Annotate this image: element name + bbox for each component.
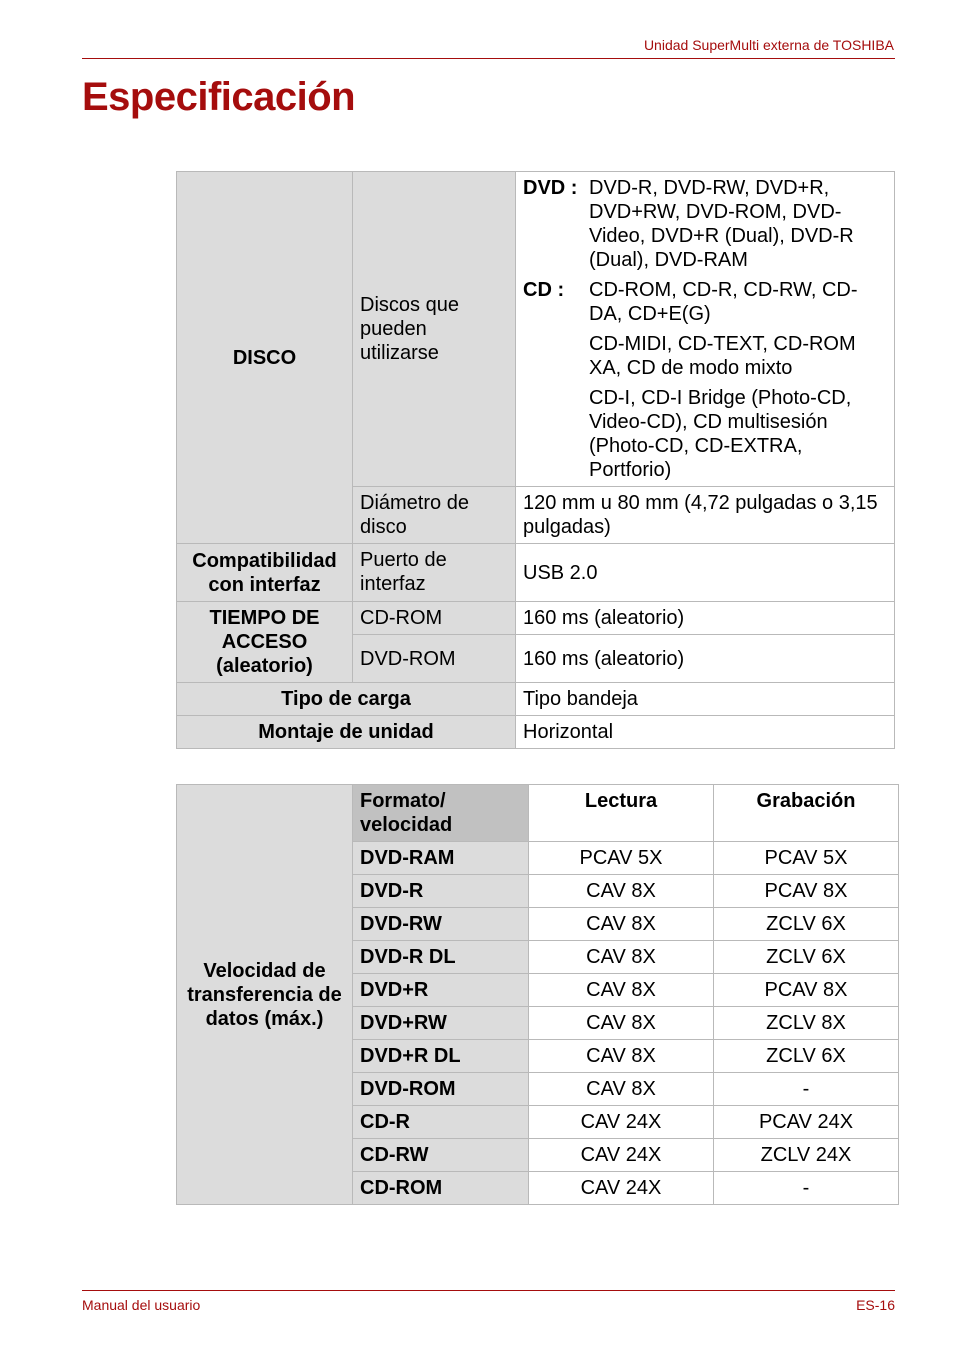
cd-label: CD : — [523, 279, 565, 301]
read-cell: CAV 8X — [529, 1007, 714, 1040]
read-cell: CAV 24X — [529, 1139, 714, 1172]
format-cell: CD-ROM — [353, 1172, 529, 1205]
format-cell: DVD+RW — [353, 1007, 529, 1040]
cd-value-1: CD-ROM, CD-R, CD-RW, CD-DA, CD+E(G) — [589, 279, 858, 325]
load-type-value: Tipo bandeja — [516, 683, 895, 716]
format-cell: DVD-RAM — [353, 842, 529, 875]
page-title: Especificación — [82, 75, 356, 119]
format-cell: DVD-RW — [353, 908, 529, 941]
spec-table — [176, 171, 895, 749]
speed-table — [176, 784, 899, 1205]
format-cell: CD-R — [353, 1106, 529, 1139]
read-cell: CAV 8X — [529, 875, 714, 908]
write-cell: PCAV 8X — [714, 974, 899, 1007]
format-cell: DVD-R — [353, 875, 529, 908]
cd-value-3: CD-I, CD-I Bridge (Photo-CD, Video-CD), CD multisesión (Photo-CD, CD-EXTRA, Portforio) — [589, 387, 852, 481]
write-cell: ZCLV 6X — [714, 908, 899, 941]
dvd-label: DVD : — [523, 177, 578, 199]
mounting-label: Montaje de unidad — [177, 716, 516, 749]
write-cell: - — [714, 1172, 899, 1205]
write-cell: ZCLV 24X — [714, 1139, 899, 1172]
cd-value-2: CD-MIDI, CD-TEXT, CD-ROM XA, CD de modo mixto — [589, 333, 856, 379]
mounting-value: Horizontal — [516, 716, 895, 749]
write-cell: - — [714, 1073, 899, 1106]
read-cell: CAV 24X — [529, 1172, 714, 1205]
discs-value — [516, 172, 895, 487]
load-type-label: Tipo de carga — [177, 683, 516, 716]
footer-rule — [82, 1290, 895, 1291]
read-cell: CAV 8X — [529, 1073, 714, 1106]
running-header: Unidad SuperMulti externa de TOSHIBA — [643, 37, 894, 53]
read-cell: CAV 8X — [529, 908, 714, 941]
interface-port-label: Puerto de interfaz — [353, 544, 516, 602]
access-row-value: 160 ms (aleatorio) — [516, 602, 895, 635]
write-cell: PCAV 8X — [714, 875, 899, 908]
read-cell: CAV 24X — [529, 1106, 714, 1139]
format-cell: DVD-ROM — [353, 1073, 529, 1106]
discs-label: Discos que pueden utilizarse — [353, 172, 516, 487]
write-cell: PCAV 5X — [714, 842, 899, 875]
interface-label: Compatibilidad con interfaz — [177, 544, 353, 602]
page-number: ES-16 — [856, 1297, 895, 1313]
disco-label: DISCO — [177, 172, 353, 544]
format-header: Formato/ velocidad — [353, 785, 529, 842]
access-row-value: 160 ms (aleatorio) — [516, 635, 895, 683]
diameter-value: 120 mm u 80 mm (4,72 pulgadas o 3,15 pulgadas) — [516, 487, 895, 544]
format-cell: DVD+R DL — [353, 1040, 529, 1073]
format-cell: CD-RW — [353, 1139, 529, 1172]
write-cell: PCAV 24X — [714, 1106, 899, 1139]
diameter-label: Diámetro de disco — [353, 487, 516, 544]
speed-label: Velocidad de transferencia de datos (máx.) — [177, 785, 353, 1205]
access-row-label: CD-ROM — [353, 602, 516, 635]
format-cell: DVD-R DL — [353, 941, 529, 974]
footer-manual-title: Manual del usuario — [82, 1297, 201, 1313]
read-cell: CAV 8X — [529, 941, 714, 974]
interface-value: USB 2.0 — [516, 544, 895, 602]
read-cell: CAV 8X — [529, 1040, 714, 1073]
write-header: Grabación — [714, 785, 899, 842]
access-row-label: DVD-ROM — [353, 635, 516, 683]
write-cell: ZCLV 6X — [714, 1040, 899, 1073]
write-cell: ZCLV 6X — [714, 941, 899, 974]
access-time-label: TIEMPO DE ACCESO (aleatorio) — [177, 602, 353, 683]
dvd-value: DVD-R, DVD-RW, DVD+R, DVD+RW, DVD-ROM, DVD-Video, DVD+R (Dual), DVD-R (Dual), DVD-RAM — [589, 177, 854, 271]
read-header: Lectura — [529, 785, 714, 842]
read-cell: PCAV 5X — [529, 842, 714, 875]
write-cell: ZCLV 8X — [714, 1007, 899, 1040]
header-rule — [82, 58, 895, 59]
format-cell: DVD+R — [353, 974, 529, 1007]
read-cell: CAV 8X — [529, 974, 714, 1007]
